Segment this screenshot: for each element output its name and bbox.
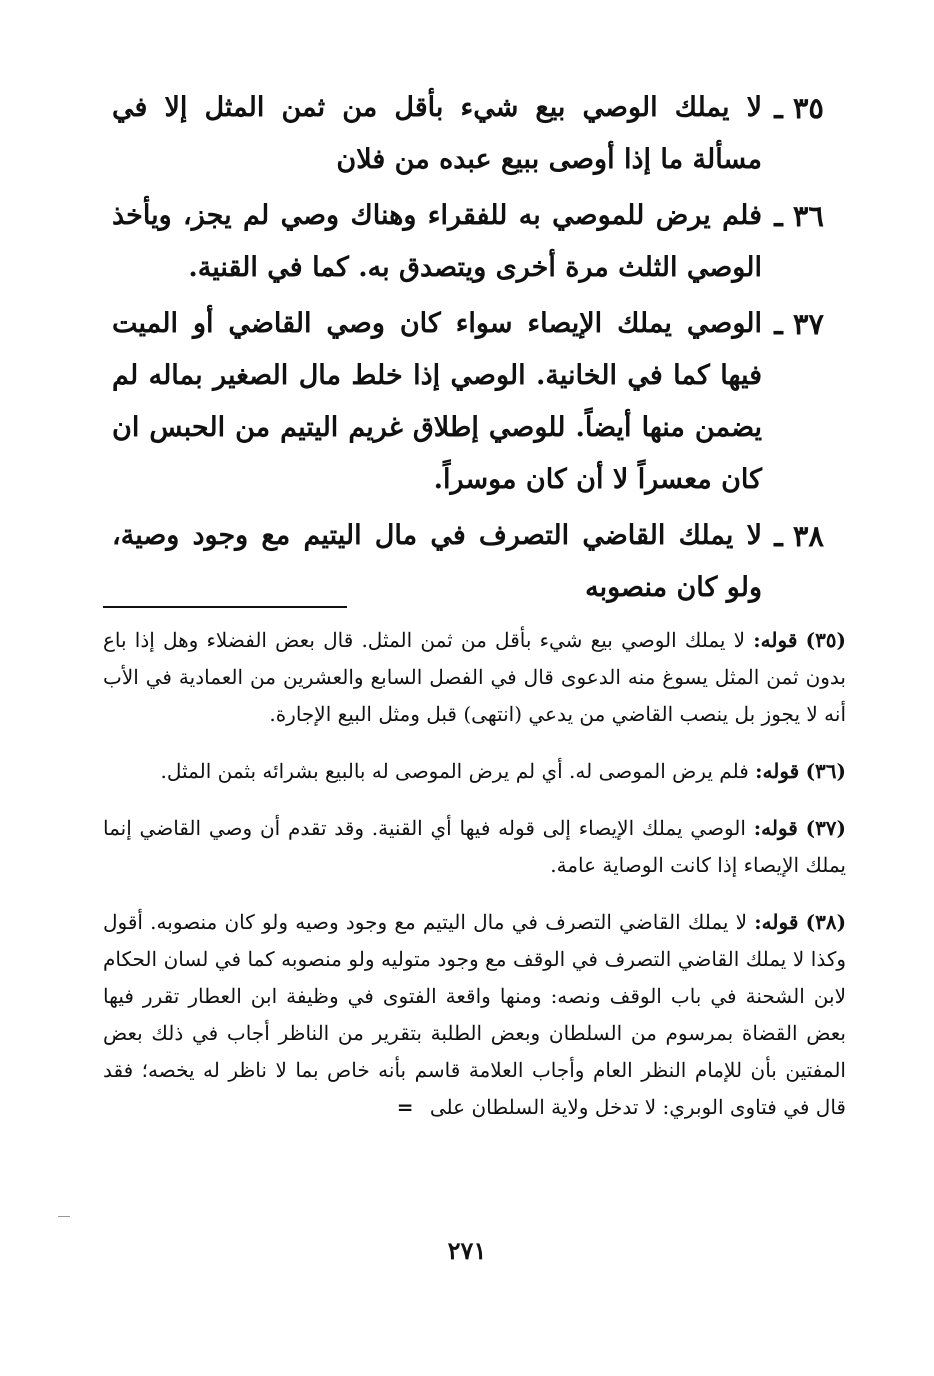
item-text: الوصي يملك الإيصاء سواء كان وصي القاضي أو الميت فيها كما في الخانية. الوصي إذا خلط مال الصغير بماله لم يضمن منها أيضاً. للوصي إطلاق غريم اليتيم من الحبس ان كان معسراً لا أن كان موسراً. <box>112 308 762 495</box>
main-item-36 <box>112 190 824 294</box>
footnote-keyword: قوله: <box>753 816 798 840</box>
footnote-36 <box>103 753 846 790</box>
main-item-37 <box>112 298 824 506</box>
footnote-number: (٣٦) <box>805 759 846 783</box>
footnotes <box>103 622 846 1132</box>
footnote-keyword: قوله: <box>755 759 800 783</box>
item-text: لا يملك الوصي بيع شيء بأقل من ثمن المثل إلا في مسألة ما إذا أوصى ببيع عبده من فلان <box>112 92 762 175</box>
main-text <box>112 82 824 618</box>
continuation-mark: = <box>396 1095 414 1119</box>
item-text: فلم يرض للموصي به للفقراء وهناك وصي لم يجز، ويأخذ الوصي الثلث مرة أخرى ويتصدق به. كما في القنية. <box>112 200 762 283</box>
footnote-text: الوصي يملك الإيصاء إلى قوله فيها أي القنية. وقد تقدم أن وصي القاضي إنما يملك الإيصاء إذا كانت الوصاية عامة. <box>103 816 846 877</box>
item-number: ٣٥ ـ <box>774 91 824 125</box>
footnote-number: (٣٥) <box>805 628 847 652</box>
footnote-text: لا يملك القاضي التصرف في مال اليتيم مع وجود وصيه ولو كان منصوبه. أقول وكذا لا يملك القاضي التصرف في الوقف مع وجود متوليه ولو منصوبه كما في لسان الحكام لابن الشحنة في باب الوقف ونصه: ومنها واقعة الفتوى في وظيفة ابن العطار تقرر فيها بعض القضاة بمرسوم من السلطان وبعض الطلبة بتقرير من الناظر أجاب في ذلك بعض المفتين بأن للإمام النظر العام وأجاب العلامة قاسم بأنه خاص بما لا ناظر له يخصه؛ فقد قال في فتاوى الوبري: لا تدخل ولاية السلطان على <box>103 910 846 1119</box>
main-item-35 <box>112 82 824 186</box>
item-text: لا يملك القاضي التصرف في مال اليتيم مع وجود وصية، ولو كان منصوبه <box>112 520 762 603</box>
footnote-number: (٣٧) <box>805 816 847 840</box>
footnote-38 <box>103 904 846 1126</box>
footnote-37 <box>103 810 846 884</box>
margin-mark <box>58 1216 70 1217</box>
page-number: ٢٧١ <box>447 1236 487 1265</box>
item-number: ٣٨ ـ <box>774 519 824 553</box>
footnote-text: لا يملك الوصي بيع شيء بأقل من ثمن المثل. قال بعض الفضلاء وهل إذا باع بدون ثمن المثل يسوغ منه الدعوى قال في الفصل السابع والعشرين من العمادية في الأب أنه لا يجوز بل ينصب القاضي من يدعي (انتهى) قبل ومثل البيع الإجارة. <box>103 628 846 726</box>
item-number: ٣٦ ـ <box>774 199 824 233</box>
footnote-keyword: قوله: <box>754 910 799 934</box>
main-item-38 <box>112 510 824 614</box>
footnote-divider <box>103 606 347 608</box>
footnote-35 <box>103 622 846 733</box>
item-number: ٣٧ ـ <box>774 307 824 341</box>
footnote-text: فلم يرض الموصى له. أي لم يرض الموصى له بالبيع بشرائه بثمن المثل. <box>160 759 749 783</box>
footnote-keyword: قوله: <box>753 628 798 652</box>
footnote-number: (٣٨) <box>805 910 847 934</box>
